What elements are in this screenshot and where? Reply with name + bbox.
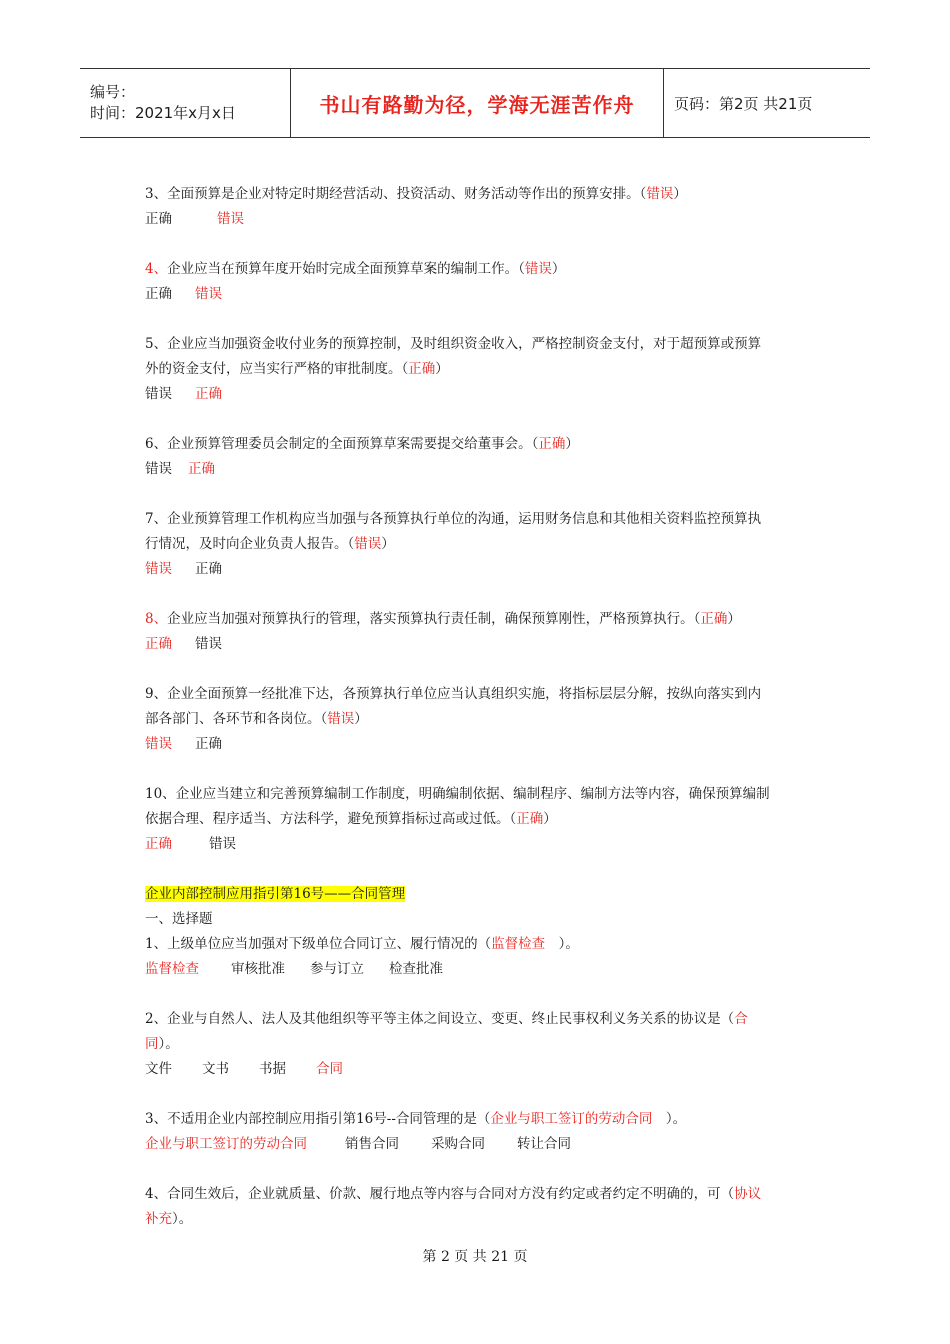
question-number: 5、	[145, 336, 168, 352]
options-9	[145, 732, 810, 757]
options-7	[145, 557, 810, 582]
answer-text: 正确	[408, 361, 436, 377]
question-5-cont	[145, 357, 810, 382]
options-4	[145, 282, 810, 307]
answer-text: 错误	[646, 186, 674, 202]
question-tail: ）	[543, 811, 557, 827]
option: 错误	[195, 636, 222, 652]
option-correct: 正确	[145, 636, 172, 652]
question-tail: ）	[435, 361, 449, 377]
question-text: 1、上级单位应当加强对下级单位合同订立、履行情况的（	[145, 936, 492, 952]
question-10	[145, 782, 810, 807]
question-6	[145, 432, 810, 457]
question-text: 企业应当在预算年度开始时完成全面预算草案的编制工作。（	[167, 261, 525, 277]
option: 文书	[202, 1061, 229, 1077]
question-text: 2、企业与自然人、法人及其他组织等平等主体之间设立、变更、终止民事权利义务关系的协议是（	[145, 1011, 735, 1027]
question-4	[145, 257, 810, 282]
option-correct: 合同	[316, 1061, 343, 1077]
answer-text: 合	[734, 1011, 748, 1027]
option: 参与订立	[310, 961, 364, 977]
question-9	[145, 682, 810, 707]
option-correct: 错误	[145, 561, 172, 577]
option-correct: 错误	[217, 211, 244, 227]
question-tail: ）。	[545, 936, 579, 952]
option-correct: 监督检查	[145, 961, 199, 977]
option: 采购合同	[431, 1136, 485, 1152]
option: 销售合同	[345, 1136, 399, 1152]
option: 正确	[195, 736, 222, 752]
motto: 书山有路勤为径，学海无涯苦作舟	[319, 92, 635, 117]
options-8	[145, 632, 810, 657]
question-number: 8、	[145, 611, 168, 627]
question-tail: ）	[673, 186, 687, 202]
option: 文件	[145, 1061, 172, 1077]
question-tail: ）	[354, 711, 368, 727]
answer-text: 错误	[524, 261, 552, 277]
options-5	[145, 382, 810, 407]
question-text: 企业应当建立和完善预算编制工作制度，明确编制依据、编制程序、编制方法等内容，确保预算编制	[175, 786, 770, 802]
page-info: 页码：第2页 共21页	[674, 94, 813, 113]
question-tail: ）。	[158, 1036, 179, 1052]
answer-text: 企业与职工签订的劳动合同	[490, 1111, 653, 1127]
question-9-cont	[145, 707, 810, 732]
document-body	[145, 182, 810, 1232]
answer-text: 补充	[145, 1211, 172, 1227]
question-text: 部各部门、各环节和各岗位。（	[145, 711, 328, 727]
question-tail: ）	[551, 261, 566, 277]
page-header	[80, 68, 870, 138]
question-tail: ）	[565, 436, 579, 452]
answer-text: 监督检查	[491, 936, 546, 952]
question-7	[145, 507, 810, 532]
options-6	[145, 457, 810, 482]
option: 错误	[145, 386, 172, 402]
question-number: 9、	[145, 686, 168, 702]
question-text: 行情况，及时向企业负责人报告。（	[145, 536, 355, 552]
number-label: 编号：	[90, 83, 136, 101]
choice-question-2-cont	[145, 1032, 810, 1057]
answer-text: 正确	[538, 436, 566, 452]
section-title: 企业内部控制应用指引第16号——合同管理	[145, 886, 406, 902]
question-tail: ）	[381, 536, 395, 552]
page-footer: 第 2 页 共 21 页	[422, 1249, 528, 1265]
answer-text: 正确	[700, 611, 728, 627]
option: 正确	[145, 211, 172, 227]
option-correct: 错误	[145, 736, 172, 752]
option-correct: 正确	[188, 461, 215, 477]
choice-question-4	[145, 1182, 810, 1207]
question-text: 3、不适用企业内部控制应用指引第16号--合同管理的是（	[145, 1111, 491, 1127]
question-text: 全面预算是企业对特定时期经营活动、投资活动、财务活动等作出的预算安排。（	[167, 186, 647, 202]
answer-text: 同	[145, 1036, 159, 1052]
option-correct: 正确	[195, 386, 222, 402]
header-motto-cell	[291, 69, 664, 137]
option-correct: 正确	[145, 836, 172, 852]
question-5	[145, 332, 810, 357]
options-3	[145, 207, 810, 232]
option-correct: 企业与职工签订的劳动合同	[145, 1136, 307, 1152]
question-text: 企业应当加强资金收付业务的预算控制，及时组织资金收入，严格控制资金支付，对于超预算或预算	[167, 336, 762, 352]
question-number: 6、	[145, 436, 168, 452]
answer-text: 正确	[516, 811, 544, 827]
section-heading	[145, 882, 810, 907]
question-7-cont	[145, 532, 810, 557]
option: 错误	[145, 461, 172, 477]
question-tail: ）。	[172, 1211, 193, 1227]
choice-question-1	[145, 932, 810, 957]
question-number: 10、	[145, 786, 176, 802]
header-page-info	[664, 69, 812, 137]
question-text: 外的资金支付，应当实行严格的审批制度。（	[145, 361, 409, 377]
question-tail: ）。	[652, 1111, 687, 1127]
answer-text: 错误	[327, 711, 355, 727]
option: 检查批准	[389, 961, 443, 977]
option: 审核批准	[231, 961, 285, 977]
option: 正确	[195, 561, 222, 577]
question-text: 依据合理、程序适当、方法科学，避免预算指标过高或过低。（	[145, 811, 517, 827]
choice-options-3	[145, 1132, 810, 1157]
question-number: 7、	[145, 511, 168, 527]
choice-options-1	[145, 957, 810, 982]
question-text: 企业预算管理委员会制定的全面预算草案需要提交给董事会。（	[167, 436, 539, 452]
section-subtitle: 一、选择题	[145, 911, 213, 927]
answer-text: 协议	[734, 1186, 762, 1202]
question-8	[145, 607, 810, 632]
question-text: 4、合同生效后，企业就质量、价款、履行地点等内容与合同对方没有约定或者约定不明确的，可（	[145, 1186, 735, 1202]
choice-question-4-cont	[145, 1207, 810, 1232]
header-meta	[80, 69, 291, 137]
question-text: 企业全面预算一经批准下达，各预算执行单位应当认真组织实施，将指标层层分解，按纵向落实到内	[167, 686, 762, 702]
question-number: 4、	[145, 261, 168, 277]
question-10-cont	[145, 807, 810, 832]
question-text: 企业应当加强对预算执行的管理，落实预算执行责任制，确保预算刚性，严格预算执行。（	[167, 611, 701, 627]
option: 正确	[145, 286, 172, 302]
question-number: 3、	[145, 186, 168, 202]
option: 错误	[209, 836, 236, 852]
option: 书据	[259, 1061, 286, 1077]
options-10	[145, 832, 810, 857]
question-tail: ）	[727, 611, 741, 627]
choice-question-3	[145, 1107, 810, 1132]
question-text: 企业预算管理工作机构应当加强与各预算执行单位的沟通，运用财务信息和其他相关资料监控预算执	[167, 511, 762, 527]
choice-question-2	[145, 1007, 810, 1032]
option: 转让合同	[517, 1136, 571, 1152]
option-correct: 错误	[195, 286, 222, 302]
answer-text: 错误	[354, 536, 382, 552]
question-3	[145, 182, 810, 207]
time-label: 时间：2021年x月x日	[90, 104, 236, 122]
choice-options-2	[145, 1057, 810, 1082]
